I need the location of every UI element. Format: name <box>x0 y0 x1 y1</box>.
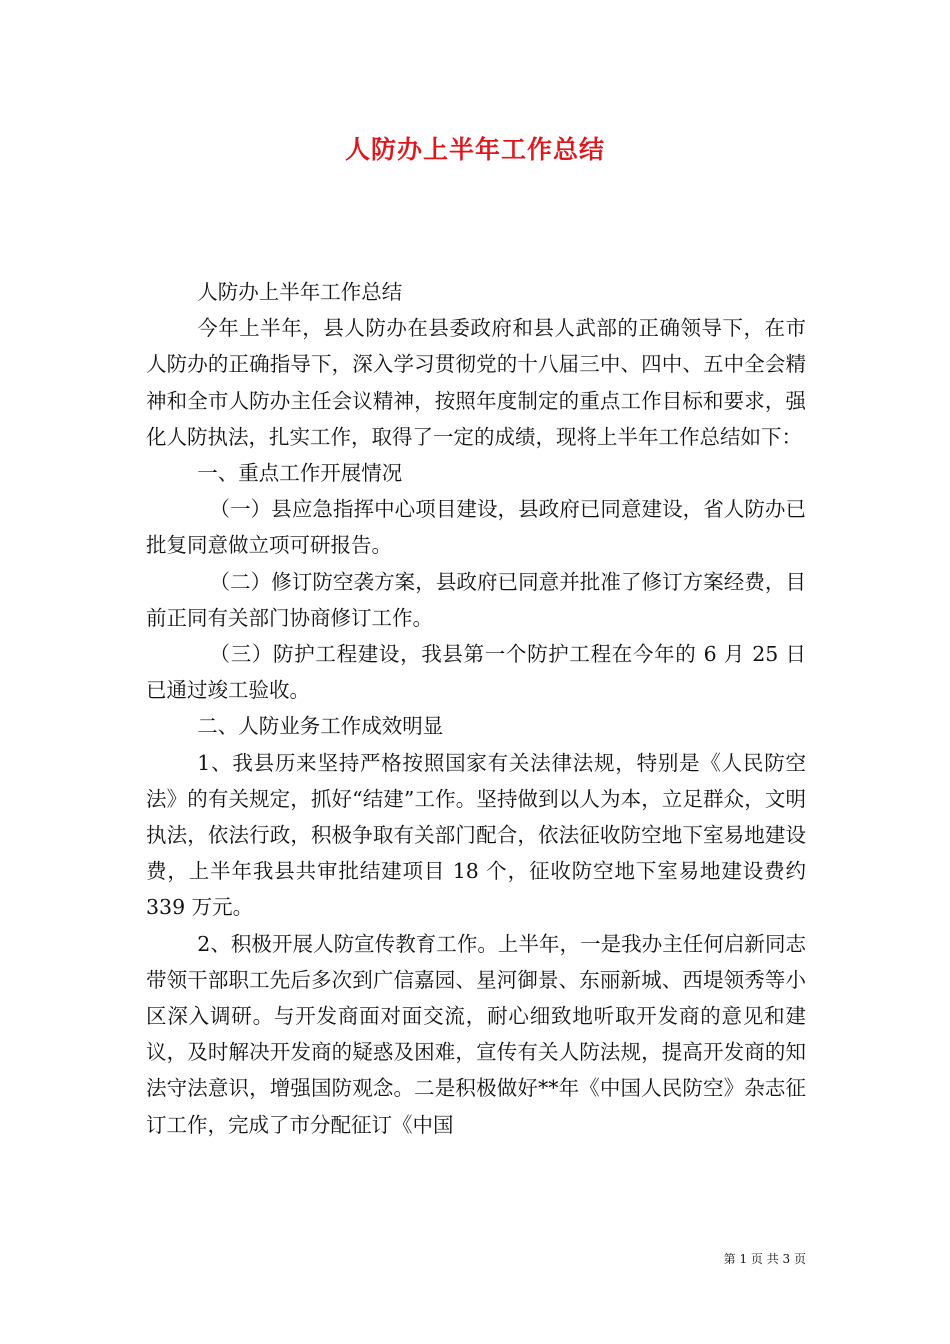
document-body <box>146 274 806 1143</box>
item-paragraph-1: （一）县应急指挥中心项目建设，县政府已同意建设，省人防办已批复同意做立项可研报告。 <box>146 497 806 558</box>
item-paragraph-3: （三）防护工程建设，我县第一个防护工程在今年的 6 月 25 日已通过竣工验收。 <box>146 642 806 703</box>
heading-repeat: 人防办上半年工作总结 <box>197 280 403 304</box>
section-heading-1: 一、重点工作开展情况 <box>197 461 403 486</box>
section-heading-2: 二、人防业务工作成效明显 <box>197 714 444 739</box>
document-title: 人防办上半年工作总结 <box>344 135 605 164</box>
page-number: 第 1 页 共 3 页 <box>723 1252 806 1266</box>
numbered-paragraph-2: 2、积极开展人防宣传教育工作。上半年，一是我办主任何启新同志带领干部职工先后多次到广信嘉园、星河御景、东丽新城、西堤领秀等小区深入调研。与开发商面对面交流，耐心细致地听取开发商的意见和建议，及时解决开发商的疑惑及困难，宣传有关人防法规，提高开发商的知法守法意识，增强国防观念。二是积极做好**年《中国人民防空》杂志征订工作，完成了市分配征订《中国 <box>146 931 806 1137</box>
intro-paragraph: 今年上半年，县人防办在县委政府和县人武部的正确领导下，在市人防办的正确指导下，深入学习贯彻党的十八届三中、四中、五中全会精神和全市人防办主任会议精神，按照年度制定的重点工作目标和要求，强化人防执法，扎实工作，取得了一定的成绩，现将上半年工作总结如下： <box>146 316 806 449</box>
item-paragraph-2: （二）修订防空袭方案，县政府已同意并批准了修订方案经费，目前正同有关部门协商修订工作。 <box>146 569 806 630</box>
numbered-paragraph-1: 1、我县历来坚持严格按照国家有关法律法规，特别是《人民防空法》的有关规定，抓好“结建”工作。坚持做到以人为本，立足群众，文明执法，依法行政，积极争取有关部门配合，依法征收防空地下室易地建设费，上半年我县共审批结建项目 18 个，征收防空地下室易地建设费约 339 万元。 <box>146 750 806 920</box>
